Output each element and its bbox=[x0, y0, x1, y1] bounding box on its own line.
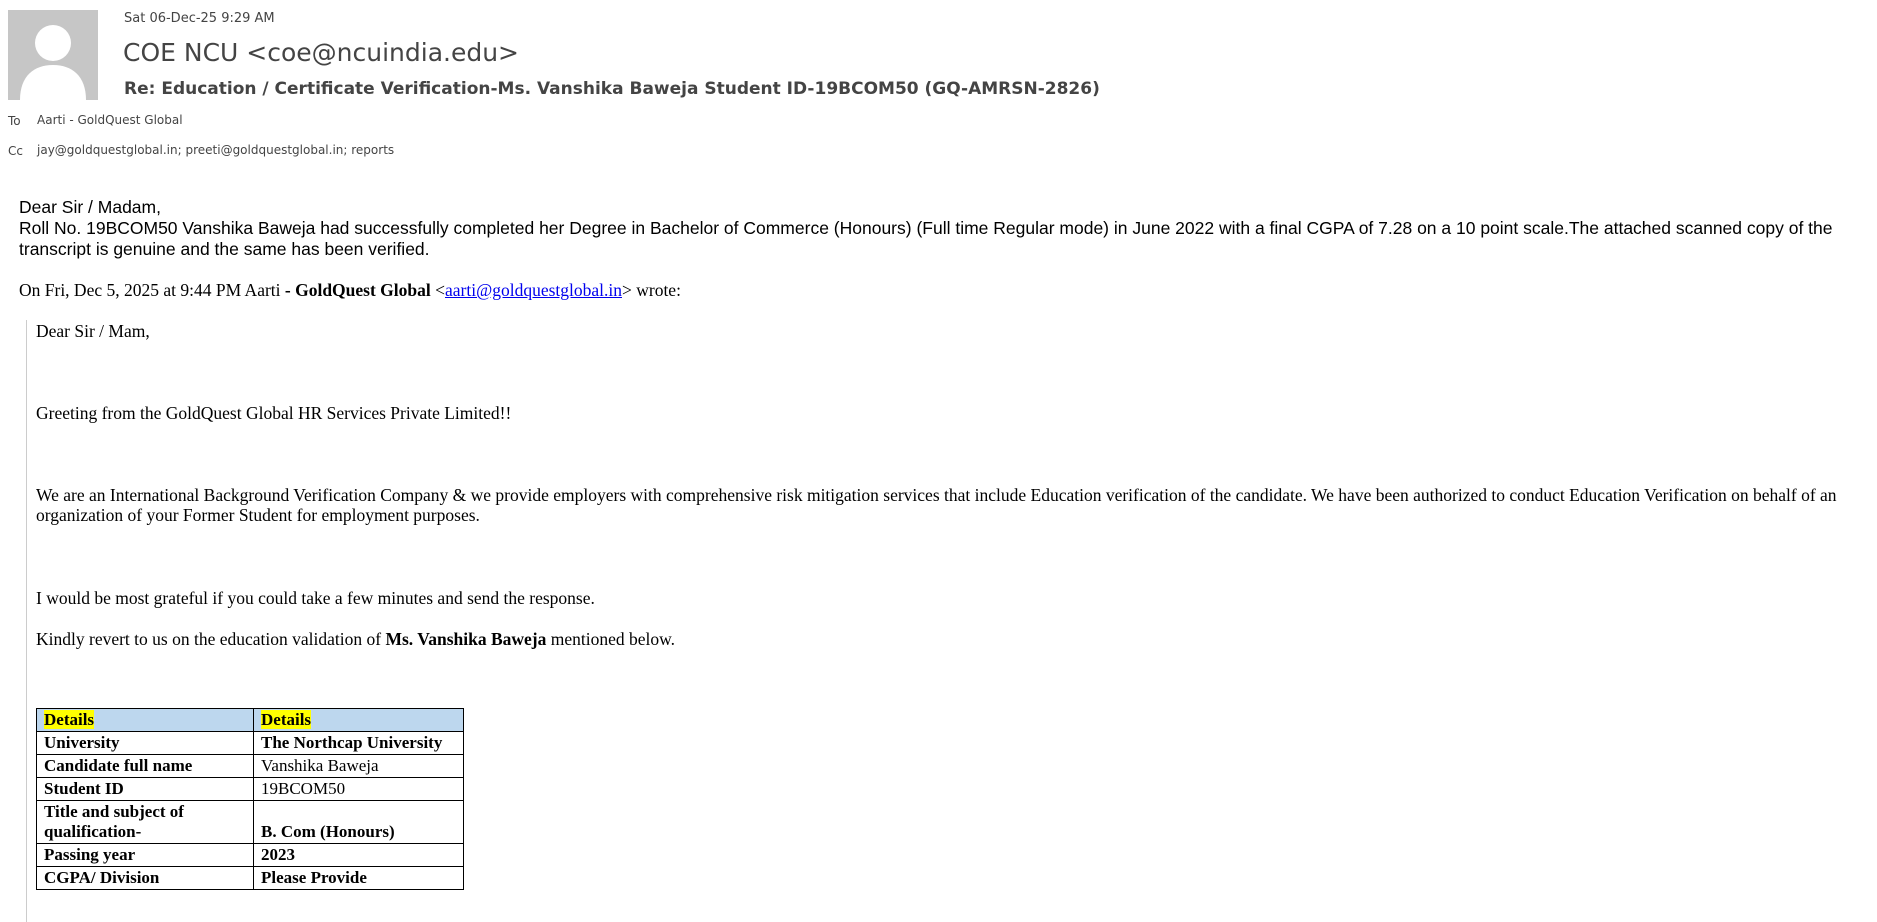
quoted-greeting: Dear Sir / Mam, bbox=[36, 321, 150, 341]
row-value: Vanshika Baweja bbox=[254, 755, 464, 778]
row-label: Candidate full name bbox=[37, 755, 254, 778]
table-header-label: Details bbox=[44, 710, 95, 729]
row-label: Passing year bbox=[37, 844, 254, 867]
table-row bbox=[37, 867, 464, 890]
row-label: Title and subject of qualification- bbox=[37, 801, 254, 844]
kindly-prefix: Kindly revert to us on the education validation of bbox=[36, 629, 386, 649]
row-label: Student ID bbox=[37, 778, 254, 801]
reply-paragraph: Roll No. 19BCOM50 Vanshika Baweja had successfully completed her Degree in Bachelor of Commerce (Honours) (Full time Regular mode) in June 2022 with a final CGPA of 7.28 on a 10 point scale.The attached scanned copy of the transcript is genuine and the same has been verified. bbox=[19, 218, 1833, 259]
table-row bbox=[37, 755, 464, 778]
quote-attribution bbox=[19, 280, 681, 301]
to-label: To bbox=[8, 114, 21, 128]
candidate-name: Ms. Vanshika Baweja bbox=[385, 629, 547, 649]
table-header-cell bbox=[37, 709, 254, 732]
person-icon bbox=[8, 10, 98, 100]
table-row bbox=[37, 778, 464, 801]
quoted-grateful-line: I would be most grateful if you could take a few minutes and send the response. bbox=[36, 588, 595, 608]
sender-name[interactable]: COE NCU <coe@ncuindia.edu> bbox=[123, 38, 519, 67]
cc-recipients[interactable]: jay@goldquestglobal.in; preeti@goldquestglobal.in; reports bbox=[37, 143, 395, 157]
kindly-suffix: mentioned below. bbox=[546, 629, 676, 649]
table-row bbox=[37, 844, 464, 867]
table-header-row bbox=[37, 709, 464, 732]
table-row bbox=[37, 801, 464, 844]
row-value: Please Provide bbox=[254, 867, 464, 890]
table-row bbox=[37, 732, 464, 755]
row-value: B. Com (Honours) bbox=[254, 801, 464, 844]
quote-sender-email-link[interactable]: aarti@goldquestglobal.in bbox=[445, 280, 622, 300]
table-header-cell bbox=[254, 709, 464, 732]
quote-attribution-name: - GoldQuest Global bbox=[284, 280, 431, 300]
quote-attribution-prefix: On Fri, Dec 5, 2025 at 9:44 PM Aarti bbox=[19, 280, 285, 300]
quote-divider bbox=[26, 320, 27, 922]
cc-label: Cc bbox=[8, 144, 23, 158]
message-date: Sat 06-Dec-25 9:29 AM bbox=[124, 11, 275, 26]
details-table bbox=[36, 708, 464, 890]
quoted-kindly-line bbox=[36, 629, 675, 649]
quote-attribution-lt: < bbox=[430, 280, 445, 300]
to-recipients[interactable]: Aarti - GoldQuest Global bbox=[37, 113, 183, 127]
avatar bbox=[8, 10, 98, 100]
row-label: CGPA/ Division bbox=[37, 867, 254, 890]
quote-attribution-suffix: > wrote: bbox=[621, 280, 681, 300]
quoted-paragraph: We are an International Background Verification Company & we provide employers with comprehensive risk mitigation services that include Education verification of the candidate. We have been authorized to conduct Education Verification on behalf of an organization of your Former Student for employment purposes. bbox=[36, 485, 1837, 525]
table-header-label: Details bbox=[261, 710, 312, 729]
row-value: 2023 bbox=[254, 844, 464, 867]
quoted-greeting-line: Greeting from the GoldQuest Global HR Services Private Limited!! bbox=[36, 403, 512, 423]
row-label: University bbox=[37, 732, 254, 755]
row-value: The Northcap University bbox=[254, 732, 464, 755]
reply-body bbox=[19, 197, 1874, 260]
row-value: 19BCOM50 bbox=[254, 778, 464, 801]
reply-greeting: Dear Sir / Madam, bbox=[19, 197, 161, 217]
message-subject: Re: Education / Certificate Verification-Ms. Vanshika Baweja Student ID-19BCOM50 (GQ-AMRSN-2826) bbox=[124, 79, 1100, 99]
